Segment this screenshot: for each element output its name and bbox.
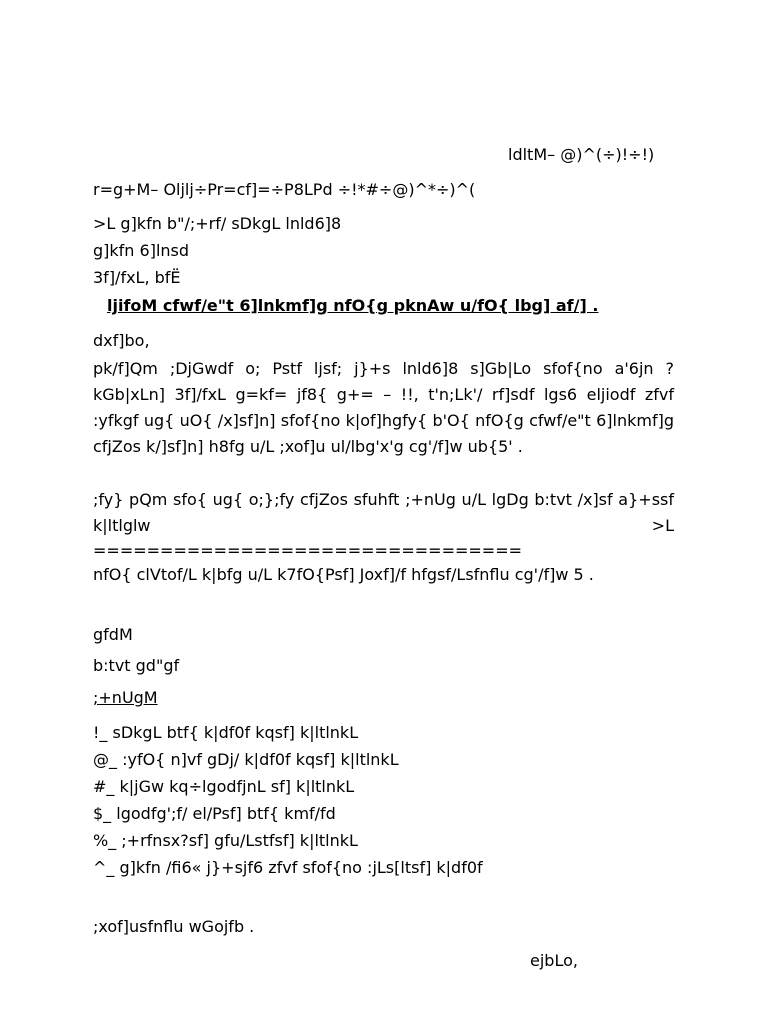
- body-paragraph-2-second: nfO{ clVtof/L k|bfg u/L k7fO{Psf] Joxf]/f hfgsf/Lsfnflu cg'/f]w 5 .: [93, 565, 594, 584]
- recipient-name: >L g]kfn b"/;+rf/ sDkgL lnld6]8: [93, 214, 342, 233]
- attachment-item: !_ sDkgL btf{ k|df0f kqsf] k|ltlnkL: [93, 723, 359, 742]
- signoff: ejbLo,: [530, 951, 578, 970]
- representative-name-placeholder: ================================: [93, 541, 522, 560]
- attachment-item: $_ lgodfg';f/ el/Psf] btf{ kmf/fd: [93, 804, 336, 823]
- closing-line: ;xof]usfnflu wGojfb .: [93, 917, 255, 936]
- salutation: dxf]bo,: [93, 331, 150, 350]
- signature-label: b:tvt gd"gf: [93, 656, 180, 675]
- attachment-item: #_ k|jGw kq÷lgodfjnL sf] k|ltlnkL: [93, 777, 355, 796]
- date-line: ldltM– @)^(÷)!÷!): [508, 145, 655, 164]
- subject-line: ljifoM cfwf/e"t 6]lnkmf]g nfO{g pknAw u/fO{ lbg] af/] .: [107, 296, 599, 315]
- body-paragraph-2-first: ;fy} pQm sfo{ ug{ o;};fy cfjZos sfuhft ;+nUg u/L lgDg b:tvt /x]sf a}+ssf k|ltlglw >L: [93, 490, 674, 535]
- attachment-item: ^_ g]kfn /fi6« j}+sjf6 zfvf sfof{no :jLs[ltsf] k|df0f: [93, 858, 483, 877]
- recipient-organization: g]kfn 6]lnsd: [93, 241, 190, 260]
- name-label: gfdM: [93, 625, 133, 644]
- reference-line: r=g+M– Oljlj÷Pr=cf]=÷P8LPd ÷!*#÷@)^*÷)^(: [93, 180, 476, 199]
- attachment-item: %_ ;+rfnsx?sf] gfu/Lstfsf] k|ltlnkL: [93, 831, 358, 850]
- recipient-address: 3f]/fxL, bfË: [93, 268, 181, 287]
- body-paragraph-1: pk/f]Qm ;DjGwdf o; Pstf ljsf; j}+s lnld6]8 s]Gb|Lo sfof{no a'6jn ? kGb|xLn] 3f]/fxL g=kf= jf8{ g+= – !!, t'n;Lk'/ rf]sdf lgs6 eljiodf zfvf :yfkgf ug{ uO{ /x]sf]n] sfof{no k|of]hgfy{ b'O{ nfO{g cfwf/e"t 6]lnkmf]g cfjZos k/]sf]n] h8fg u/L ;xof]u ul/lbg'x'g cg'/f]w ub{5' .: [93, 359, 674, 456]
- attachments-heading: ;+nUgM: [93, 688, 158, 707]
- attachment-item: @_ :yfO{ n]vf gDj/ k|df0f kqsf] k|ltlnkL: [93, 750, 399, 769]
